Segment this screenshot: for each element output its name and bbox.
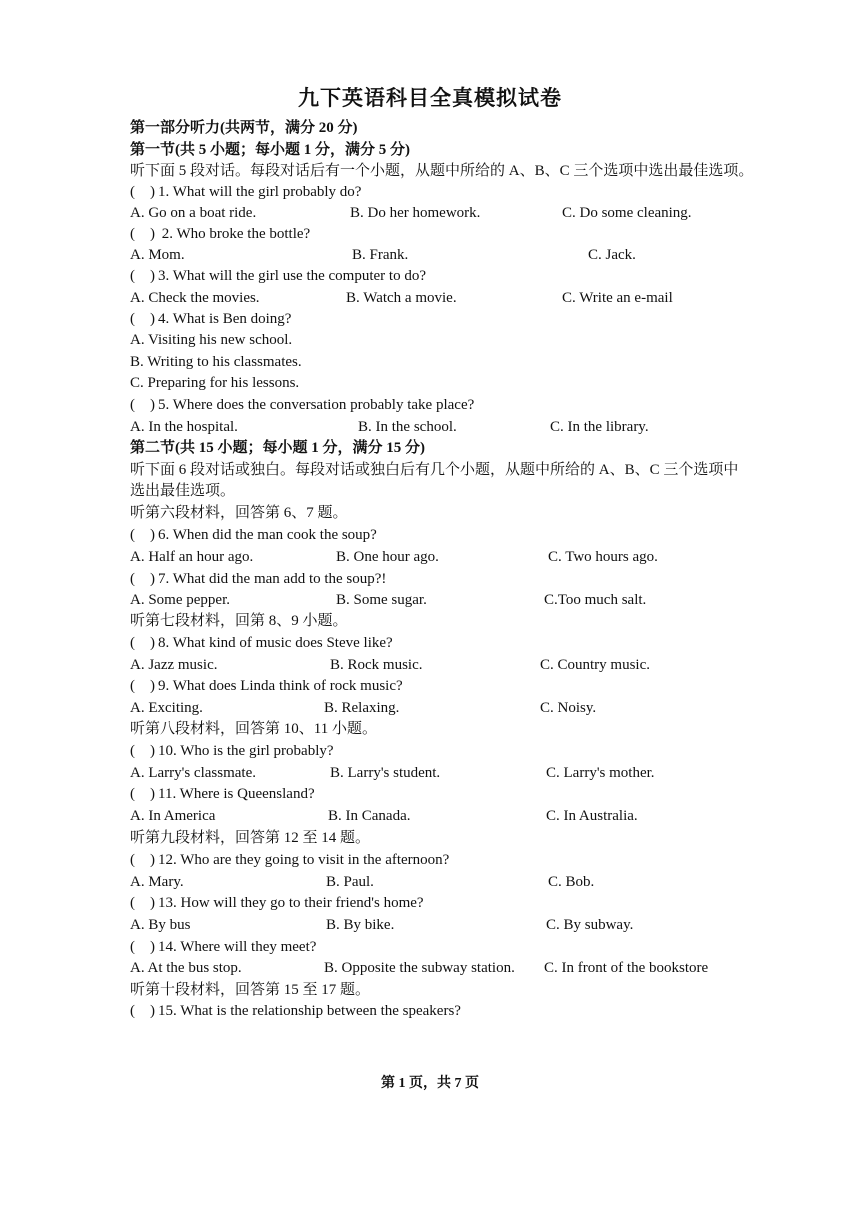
option-a: A. Exciting. bbox=[130, 700, 203, 716]
question-stem: 12. Who are they going to visit in the afternoon? bbox=[158, 852, 450, 868]
material-heading: 听第八段材料，回答第 10、11 小题。 bbox=[130, 721, 377, 737]
question-stem: 6. When did the man cook the soup? bbox=[158, 527, 377, 543]
question-7 bbox=[130, 569, 386, 589]
option-a: A. Some pepper. bbox=[130, 592, 230, 608]
part1-heading: 第一部分听力(共两节，满分 20 分) bbox=[130, 120, 358, 136]
question-6 bbox=[130, 525, 377, 545]
option-b: B. Do her homework. bbox=[350, 205, 481, 221]
option-a: A. In the hospital. bbox=[130, 419, 238, 435]
question-stem: 15. What is the relationship between the speakers? bbox=[158, 1003, 461, 1019]
answer-blank: ( ) bbox=[130, 939, 155, 955]
question-stem: 1. What will the girl probably do? bbox=[158, 184, 362, 200]
answer-blank: ( ) bbox=[130, 397, 155, 413]
option-b: B. Paul. bbox=[326, 874, 374, 890]
option-b: B. One hour ago. bbox=[336, 549, 439, 565]
answer-blank: ( ) bbox=[130, 678, 155, 694]
option-b: B. Writing to his classmates. bbox=[130, 354, 302, 370]
question-8 bbox=[130, 633, 393, 653]
question-15 bbox=[130, 1001, 461, 1021]
option-a: A. In America bbox=[130, 808, 216, 824]
option-b: B. By bike. bbox=[326, 917, 395, 933]
question-stem: 4. What is Ben doing? bbox=[158, 311, 292, 327]
option-c: C. Do some cleaning. bbox=[562, 205, 692, 221]
option-c: C. Two hours ago. bbox=[548, 549, 658, 565]
option-a: A. Larry's classmate. bbox=[130, 765, 256, 781]
answer-blank: ( ) bbox=[130, 743, 155, 759]
material-heading: 听第九段材料，回答第 12 至 14 题。 bbox=[130, 830, 371, 846]
material-heading: 听第七段材料，回第 8、9 小题。 bbox=[130, 613, 348, 629]
option-c: C. Noisy. bbox=[540, 700, 597, 716]
option-b: B. Watch a movie. bbox=[346, 290, 457, 306]
question-13 bbox=[130, 893, 424, 913]
page-title: 九下英语科目全真模拟试卷 bbox=[298, 86, 562, 110]
option-c: C. In Australia. bbox=[546, 808, 638, 824]
option-c: C. Write an e-mail bbox=[562, 290, 673, 306]
question-stem: 7. What did the man add to the soup?! bbox=[158, 571, 387, 587]
option-c: C. Larry's mother. bbox=[546, 765, 655, 781]
option-b: B. Relaxing. bbox=[324, 700, 400, 716]
option-a: A. By bus bbox=[130, 917, 191, 933]
option-c: C. Preparing for his lessons. bbox=[130, 375, 300, 391]
question-5 bbox=[130, 395, 474, 415]
option-a: A. At the bus stop. bbox=[130, 960, 242, 976]
option-c: C. Country music. bbox=[540, 657, 651, 673]
option-b: B. Frank. bbox=[352, 247, 409, 263]
option-a: A. Mary. bbox=[130, 874, 184, 890]
section2-instruction: 听下面 6 段对话或独白。每段对话或独白后有几个小题，从题中所给的 A、B、C 三个选项中 bbox=[130, 462, 739, 478]
question-12 bbox=[130, 850, 449, 870]
answer-blank: ( ) bbox=[130, 184, 155, 200]
answer-blank: ( ) bbox=[130, 635, 155, 651]
option-b: B. Opposite the subway station. bbox=[324, 960, 515, 976]
question-stem: 3. What will the girl use the computer to do? bbox=[158, 268, 426, 284]
question-stem: 13. How will they go to their friend's home? bbox=[158, 895, 424, 911]
section2-heading: 第二节(共 15 小题；每小题 1 分，满分 15 分) bbox=[130, 440, 425, 456]
question-stem: 8. What kind of music does Steve like? bbox=[158, 635, 393, 651]
question-stem: 2. Who broke the bottle? bbox=[158, 226, 311, 242]
option-c: C. In the library. bbox=[550, 419, 649, 435]
question-stem: 11. Where is Queensland? bbox=[158, 786, 315, 802]
answer-blank: ( ) bbox=[130, 852, 155, 868]
section1-instruction: 听下面 5 段对话。每段对话后有一个小题，从题中所给的 A、B、C 三个选项中选出最佳选项。 bbox=[130, 163, 754, 179]
question-stem: 10. Who is the girl probably? bbox=[158, 743, 334, 759]
answer-blank: ( ) bbox=[130, 571, 155, 587]
option-c: C. In front of the bookstore bbox=[544, 960, 709, 976]
answer-blank: ( ) bbox=[130, 527, 155, 543]
option-a: A. Check the movies. bbox=[130, 290, 260, 306]
option-b: B. Some sugar. bbox=[336, 592, 427, 608]
material-heading: 听第十段材料，回答第 15 至 17 题。 bbox=[130, 982, 371, 998]
question-10 bbox=[130, 741, 334, 761]
option-a: A. Visiting his new school. bbox=[130, 332, 293, 348]
option-b: B. In the school. bbox=[358, 419, 457, 435]
option-a: A. Go on a boat ride. bbox=[130, 205, 257, 221]
option-b: B. In Canada. bbox=[328, 808, 411, 824]
question-1 bbox=[130, 182, 361, 202]
answer-blank: ( ) bbox=[130, 1003, 155, 1019]
question-14 bbox=[130, 937, 316, 957]
question-11 bbox=[130, 784, 315, 804]
question-4 bbox=[130, 309, 291, 329]
question-2 bbox=[130, 224, 310, 244]
question-stem: 14. Where will they meet? bbox=[158, 939, 317, 955]
material-heading: 听第六段材料，回答第 6、7 题。 bbox=[130, 505, 348, 521]
question-stem: 9. What does Linda think of rock music? bbox=[158, 678, 403, 694]
option-c: C. Jack. bbox=[588, 247, 636, 263]
option-c: C. Bob. bbox=[548, 874, 595, 890]
page-footer: 第 1 页，共 7 页 bbox=[381, 1076, 479, 1091]
question-9 bbox=[130, 676, 403, 696]
question-3 bbox=[130, 266, 426, 286]
answer-blank: ( ) bbox=[130, 226, 155, 242]
question-stem: 5. Where does the conversation probably take place? bbox=[158, 397, 475, 413]
answer-blank: ( ) bbox=[130, 311, 155, 327]
section2-instruction: 选出最佳选项。 bbox=[130, 483, 236, 499]
option-c: C. By subway. bbox=[546, 917, 634, 933]
answer-blank: ( ) bbox=[130, 895, 155, 911]
section1-heading: 第一节(共 5 小题；每小题 1 分，满分 5 分) bbox=[130, 142, 410, 158]
option-b: B. Rock music. bbox=[330, 657, 423, 673]
answer-blank: ( ) bbox=[130, 786, 155, 802]
option-a: A. Mom. bbox=[130, 247, 185, 263]
answer-blank: ( ) bbox=[130, 268, 155, 284]
option-c: C.Too much salt. bbox=[544, 592, 647, 608]
option-b: B. Larry's student. bbox=[330, 765, 441, 781]
option-a: A. Half an hour ago. bbox=[130, 549, 254, 565]
option-a: A. Jazz music. bbox=[130, 657, 218, 673]
